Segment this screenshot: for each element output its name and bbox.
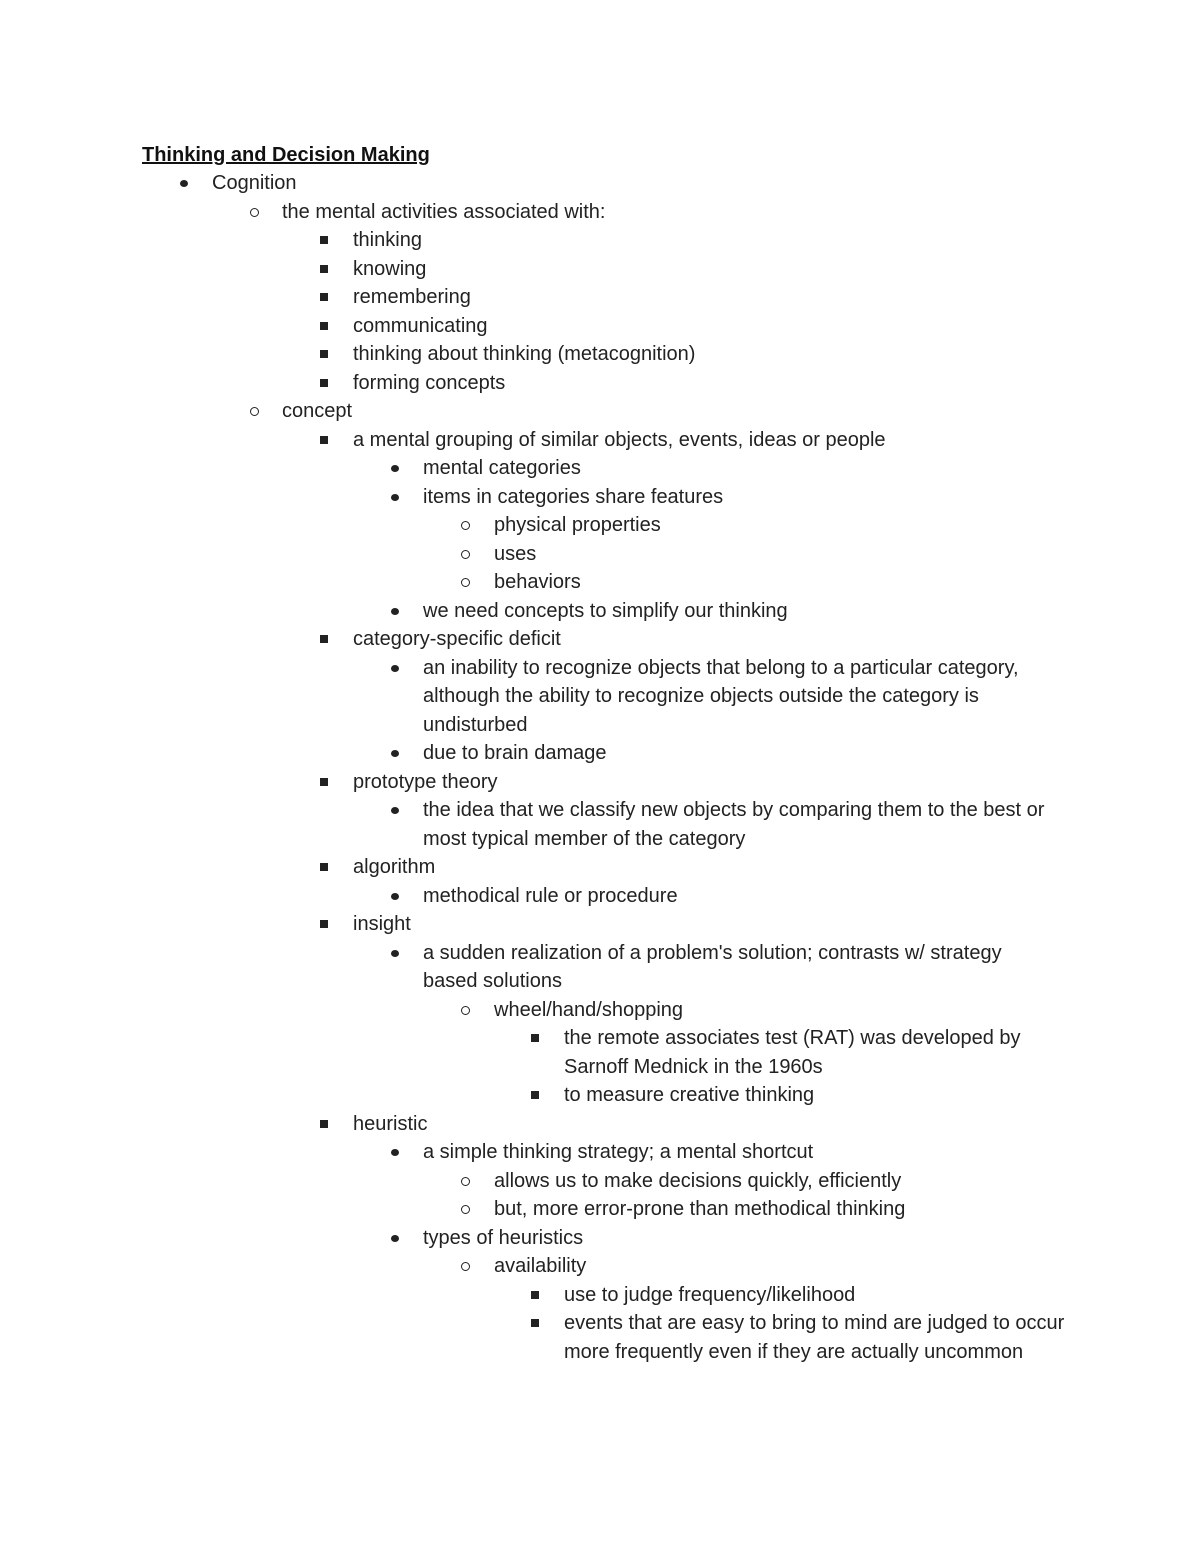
outline-item-text: mental categories	[423, 457, 581, 479]
outline-item-text: wheel/hand/shopping	[494, 998, 684, 1021]
outline-item	[0, 1167, 1200, 1196]
outline-item-text: we need concepts to simplify our thinking	[423, 599, 788, 622]
outline-item	[0, 768, 1200, 797]
outline-item-text: a sudden realization of a problem's solution; contrasts w/ strategy based solutions	[423, 941, 1002, 992]
outline-item	[0, 996, 1200, 1025]
outline-item	[0, 1024, 1200, 1081]
outline-item	[0, 597, 1200, 626]
outline-item	[0, 853, 1200, 882]
outline-item	[0, 454, 1200, 483]
outline-item	[0, 283, 1200, 312]
outline-item	[0, 511, 1200, 540]
outline-item-text: the mental activities associated with:	[282, 200, 606, 223]
outline-item	[0, 882, 1200, 911]
outline-item	[0, 169, 1200, 198]
outline-item-text: a simple thinking strategy; a mental shortcut	[423, 1141, 814, 1163]
outline-item	[0, 739, 1200, 768]
outline-item-text: prototype theory	[353, 770, 498, 793]
outline-item-text: types of heuristics	[423, 1226, 584, 1249]
outline-item	[0, 397, 1200, 426]
outline-item-text: but, more error-prone than methodical thinking	[494, 1198, 906, 1220]
outline-item-text: to measure creative thinking	[564, 1084, 815, 1106]
outline-item	[0, 1252, 1200, 1281]
outline-item	[0, 939, 1200, 996]
outline-item	[0, 1281, 1200, 1310]
outline-item	[0, 625, 1200, 654]
outline-item	[0, 426, 1200, 455]
outline-item-text: forming concepts	[353, 371, 506, 394]
outline-item	[0, 1195, 1200, 1224]
outline-item-text: the remote associates test (RAT) was developed by Sarnoff Mednick in the 1960s	[564, 1027, 1021, 1078]
outline-item-text: use to judge frequency/likelihood	[564, 1283, 856, 1306]
outline-item-text: thinking about thinking (metacognition)	[353, 343, 696, 365]
outline-item	[0, 483, 1200, 512]
outline-item	[0, 1081, 1200, 1110]
outline-item	[0, 1110, 1200, 1139]
outline-item-text: availability	[494, 1255, 587, 1277]
outline-item	[0, 198, 1200, 227]
outline-item-text: insight	[353, 913, 411, 935]
outline-item-text: due to brain damage	[423, 742, 607, 764]
outline-item	[0, 540, 1200, 569]
outline-item-text: physical properties	[494, 514, 661, 536]
outline-item-text: communicating	[353, 314, 488, 337]
outline-item-text: methodical rule or procedure	[423, 884, 678, 907]
outline-item-text: uses	[494, 542, 537, 565]
document-title: Thinking and Decision Making	[142, 144, 430, 166]
outline-item-text: events that are easy to bring to mind are judged to occur more frequently even if they are actually uncommon	[564, 1312, 1065, 1363]
outline-item-text: remembering	[353, 286, 471, 308]
outline-item	[0, 568, 1200, 597]
outline-item	[0, 369, 1200, 398]
notes-outline	[0, 169, 1200, 1366]
outline-item	[0, 910, 1200, 939]
outline-item	[0, 654, 1200, 740]
outline-item-text: thinking	[353, 229, 422, 251]
outline-item	[0, 1138, 1200, 1167]
outline-item	[0, 1224, 1200, 1253]
outline-item	[0, 796, 1200, 853]
outline-item	[0, 226, 1200, 255]
outline-item-text: knowing	[353, 257, 427, 280]
outline-item-text: items in categories share features	[423, 485, 724, 508]
outline-item-text: category-specific deficit	[353, 628, 561, 650]
outline-item-text: algorithm	[353, 856, 436, 878]
outline-item-text: concept	[282, 400, 353, 422]
outline-item	[0, 340, 1200, 369]
outline-item-text: Cognition	[212, 172, 297, 194]
outline-item-text: an inability to recognize objects that belong to a particular category, although the ability to recognize objects outside the category is undisturbed	[423, 656, 1019, 736]
outline-item-text: heuristic	[353, 1112, 428, 1135]
outline-item	[0, 1309, 1200, 1366]
outline-item-text: a mental grouping of similar objects, events, ideas or people	[353, 428, 886, 451]
outline-item-text: allows us to make decisions quickly, efficiently	[494, 1169, 902, 1192]
outline-item	[0, 312, 1200, 341]
outline-item-text: the idea that we classify new objects by comparing them to the best or most typical member of the category	[423, 799, 1045, 850]
outline-item-text: behaviors	[494, 571, 581, 593]
outline-item	[0, 255, 1200, 284]
